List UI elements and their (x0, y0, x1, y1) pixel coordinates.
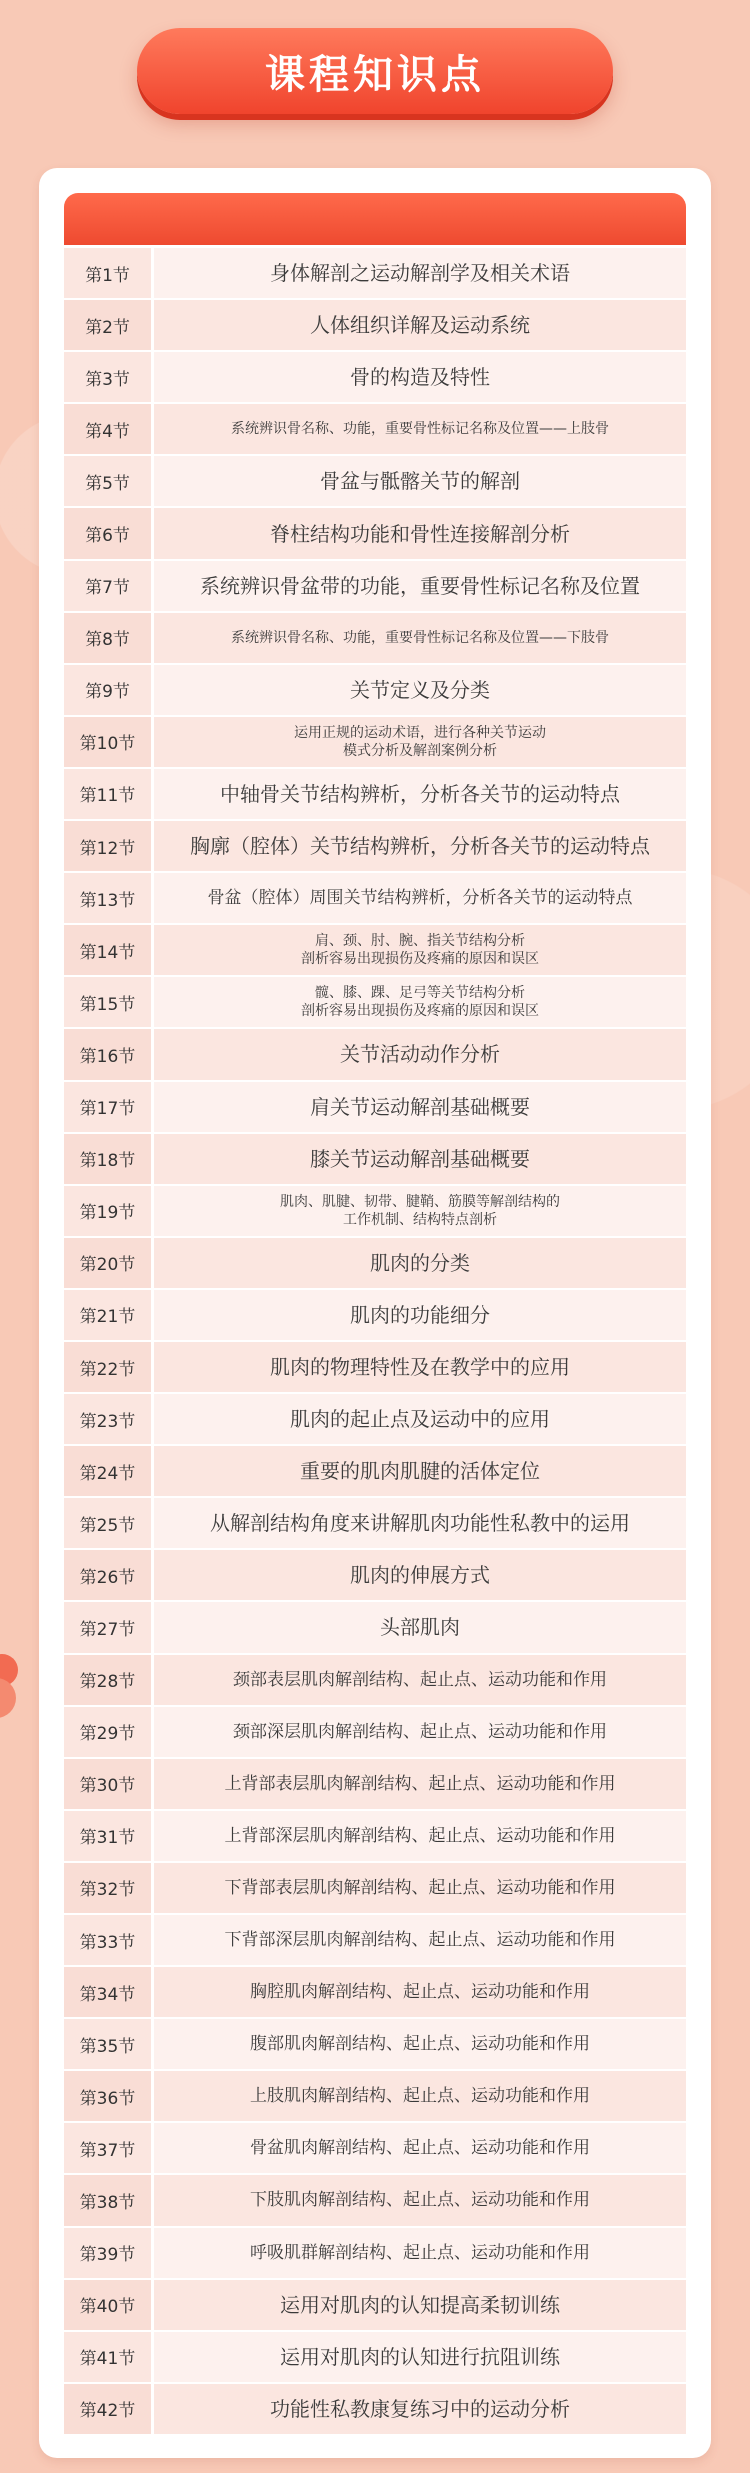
section-title: 上背部表层肌肉解剖结构、起止点、运动功能和作用 (154, 1759, 686, 1809)
table-row (64, 2384, 686, 2436)
section-number: 第21节 (64, 1290, 154, 1340)
table-row (64, 1186, 686, 1238)
section-title: 关节活动动作分析 (154, 1029, 686, 1079)
section-number: 第4节 (64, 404, 154, 454)
table-row (64, 821, 686, 873)
section-title: 肌肉的伸展方式 (154, 1550, 686, 1600)
section-title: 肌肉的分类 (154, 1238, 686, 1288)
section-title: 系统辨识骨盆带的功能，重要骨性标记名称及位置 (154, 561, 686, 611)
section-title: 运用对肌肉的认知进行抗阻训练 (154, 2332, 686, 2382)
section-number: 第17节 (64, 1082, 154, 1132)
section-number: 第29节 (64, 1707, 154, 1757)
table-row (64, 1655, 686, 1707)
section-number: 第42节 (64, 2384, 154, 2434)
section-number: 第28节 (64, 1655, 154, 1705)
table-row (64, 1134, 686, 1186)
section-number: 第31节 (64, 1811, 154, 1861)
section-number: 第30节 (64, 1759, 154, 1809)
section-number: 第10节 (64, 717, 154, 767)
section-title: 脊柱结构功能和骨性连接解剖分析 (154, 508, 686, 558)
section-number: 第12节 (64, 821, 154, 871)
section-number: 第32节 (64, 1863, 154, 1913)
section-number: 第3节 (64, 352, 154, 402)
section-number: 第25节 (64, 1498, 154, 1548)
table-row (64, 561, 686, 613)
section-title: 腹部肌肉解剖结构、起止点、运动功能和作用 (154, 2019, 686, 2069)
table-row (64, 352, 686, 404)
section-title: 骨盆与骶髂关节的解剖 (154, 456, 686, 506)
section-number: 第20节 (64, 1238, 154, 1288)
table-row (64, 300, 686, 352)
section-number: 第40节 (64, 2280, 154, 2330)
section-number: 第27节 (64, 1602, 154, 1652)
section-title: 肩关节运动解剖基础概要 (154, 1082, 686, 1132)
section-number: 第14节 (64, 925, 154, 975)
section-title: 上肢肌肉解剖结构、起止点、运动功能和作用 (154, 2071, 686, 2121)
section-title: 运用正规的运动术语，进行各种关节运动 模式分析及解剖案例分析 (154, 717, 686, 767)
table-row (64, 1238, 686, 1290)
table-row (64, 1446, 686, 1498)
section-title: 胸廓（腔体）关节结构辨析，分析各关节的运动特点 (154, 821, 686, 871)
section-title: 中轴骨关节结构辨析，分析各关节的运动特点 (154, 769, 686, 819)
table-row (64, 1342, 686, 1394)
section-number: 第16节 (64, 1029, 154, 1079)
table-header-bar (64, 193, 686, 245)
section-title: 骨盆肌肉解剖结构、起止点、运动功能和作用 (154, 2123, 686, 2173)
section-number: 第37节 (64, 2123, 154, 2173)
section-title: 肌肉的起止点及运动中的应用 (154, 1394, 686, 1444)
table-row (64, 456, 686, 508)
table-row (64, 1811, 686, 1863)
section-title: 胸腔肌肉解剖结构、起止点、运动功能和作用 (154, 1967, 686, 2017)
section-title: 肩、颈、肘、腕、指关节结构分析 剖析容易出现损伤及疼痛的原因和误区 (154, 925, 686, 975)
table-row (64, 665, 686, 717)
section-title: 呼吸肌群解剖结构、起止点、运动功能和作用 (154, 2228, 686, 2278)
section-number: 第13节 (64, 873, 154, 923)
section-number: 第15节 (64, 977, 154, 1027)
table-row (64, 1029, 686, 1081)
table-row (64, 1915, 686, 1967)
section-title: 系统辨识骨名称、功能，重要骨性标记名称及位置——上肢骨 (154, 404, 686, 454)
section-title: 下肢肌肉解剖结构、起止点、运动功能和作用 (154, 2175, 686, 2225)
section-number: 第6节 (64, 508, 154, 558)
table-row (64, 2280, 686, 2332)
table-row (64, 1759, 686, 1811)
section-number: 第18节 (64, 1134, 154, 1184)
section-number: 第38节 (64, 2175, 154, 2225)
section-number: 第34节 (64, 1967, 154, 2017)
section-title: 膝关节运动解剖基础概要 (154, 1134, 686, 1184)
section-number: 第33节 (64, 1915, 154, 1965)
section-title: 肌肉的物理特性及在教学中的应用 (154, 1342, 686, 1392)
section-number: 第22节 (64, 1342, 154, 1392)
table-row (64, 717, 686, 769)
section-number: 第2节 (64, 300, 154, 350)
section-number: 第19节 (64, 1186, 154, 1236)
table-row (64, 873, 686, 925)
table-row (64, 1550, 686, 1602)
section-number: 第35节 (64, 2019, 154, 2069)
page-title: 课程知识点 (265, 51, 485, 98)
section-title: 肌肉、肌腱、韧带、腱鞘、筋膜等解剖结构的 工作机制、结构特点剖析 (154, 1186, 686, 1236)
table-row (64, 1394, 686, 1446)
section-title: 系统辨识骨名称、功能，重要骨性标记名称及位置——下肢骨 (154, 613, 686, 663)
section-number: 第1节 (64, 248, 154, 298)
decorative-blob-icon (0, 1640, 32, 1730)
section-number: 第26节 (64, 1550, 154, 1600)
course-outline-card (39, 168, 711, 2458)
table-row (64, 1082, 686, 1134)
section-number: 第23节 (64, 1394, 154, 1444)
section-number: 第36节 (64, 2071, 154, 2121)
section-title: 人体组织详解及运动系统 (154, 300, 686, 350)
section-title: 骨的构造及特性 (154, 352, 686, 402)
section-number: 第5节 (64, 456, 154, 506)
table-row (64, 925, 686, 977)
course-sections-table (64, 248, 686, 2436)
section-title: 下背部深层肌肉解剖结构、起止点、运动功能和作用 (154, 1915, 686, 1965)
section-number: 第24节 (64, 1446, 154, 1496)
section-title: 运用对肌肉的认知提高柔韧训练 (154, 2280, 686, 2330)
section-title: 颈部表层肌肉解剖结构、起止点、运动功能和作用 (154, 1655, 686, 1705)
table-row (64, 977, 686, 1029)
section-number: 第9节 (64, 665, 154, 715)
table-row (64, 2123, 686, 2175)
table-row (64, 1498, 686, 1550)
section-title: 关节定义及分类 (154, 665, 686, 715)
section-title: 颈部深层肌肉解剖结构、起止点、运动功能和作用 (154, 1707, 686, 1757)
table-row (64, 769, 686, 821)
section-title: 上背部深层肌肉解剖结构、起止点、运动功能和作用 (154, 1811, 686, 1861)
section-title: 髋、膝、踝、足弓等关节结构分析 剖析容易出现损伤及疼痛的原因和误区 (154, 977, 686, 1027)
table-row (64, 2019, 686, 2071)
table-row (64, 2332, 686, 2384)
section-number: 第39节 (64, 2228, 154, 2278)
table-row (64, 1707, 686, 1759)
section-title: 从解剖结构角度来讲解肌肉功能性私教中的运用 (154, 1498, 686, 1548)
table-row (64, 2175, 686, 2227)
section-title: 头部肌肉 (154, 1602, 686, 1652)
section-title: 肌肉的功能细分 (154, 1290, 686, 1340)
section-number: 第8节 (64, 613, 154, 663)
table-row (64, 1863, 686, 1915)
table-row (64, 508, 686, 560)
table-row (64, 2071, 686, 2123)
section-number: 第41节 (64, 2332, 154, 2382)
table-row (64, 1967, 686, 2019)
section-number: 第7节 (64, 561, 154, 611)
table-row (64, 2228, 686, 2280)
section-title: 重要的肌肉肌腱的活体定位 (154, 1446, 686, 1496)
section-title: 身体解剖之运动解剖学及相关术语 (154, 248, 686, 298)
table-row (64, 1290, 686, 1342)
table-row (64, 1602, 686, 1654)
table-row (64, 613, 686, 665)
section-title: 功能性私教康复练习中的运动分析 (154, 2384, 686, 2434)
table-row (64, 248, 686, 300)
page-title-banner (137, 28, 613, 114)
table-row (64, 404, 686, 456)
section-number: 第11节 (64, 769, 154, 819)
section-title: 下背部表层肌肉解剖结构、起止点、运动功能和作用 (154, 1863, 686, 1913)
section-title: 骨盆（腔体）周围关节结构辨析，分析各关节的运动特点 (154, 873, 686, 923)
